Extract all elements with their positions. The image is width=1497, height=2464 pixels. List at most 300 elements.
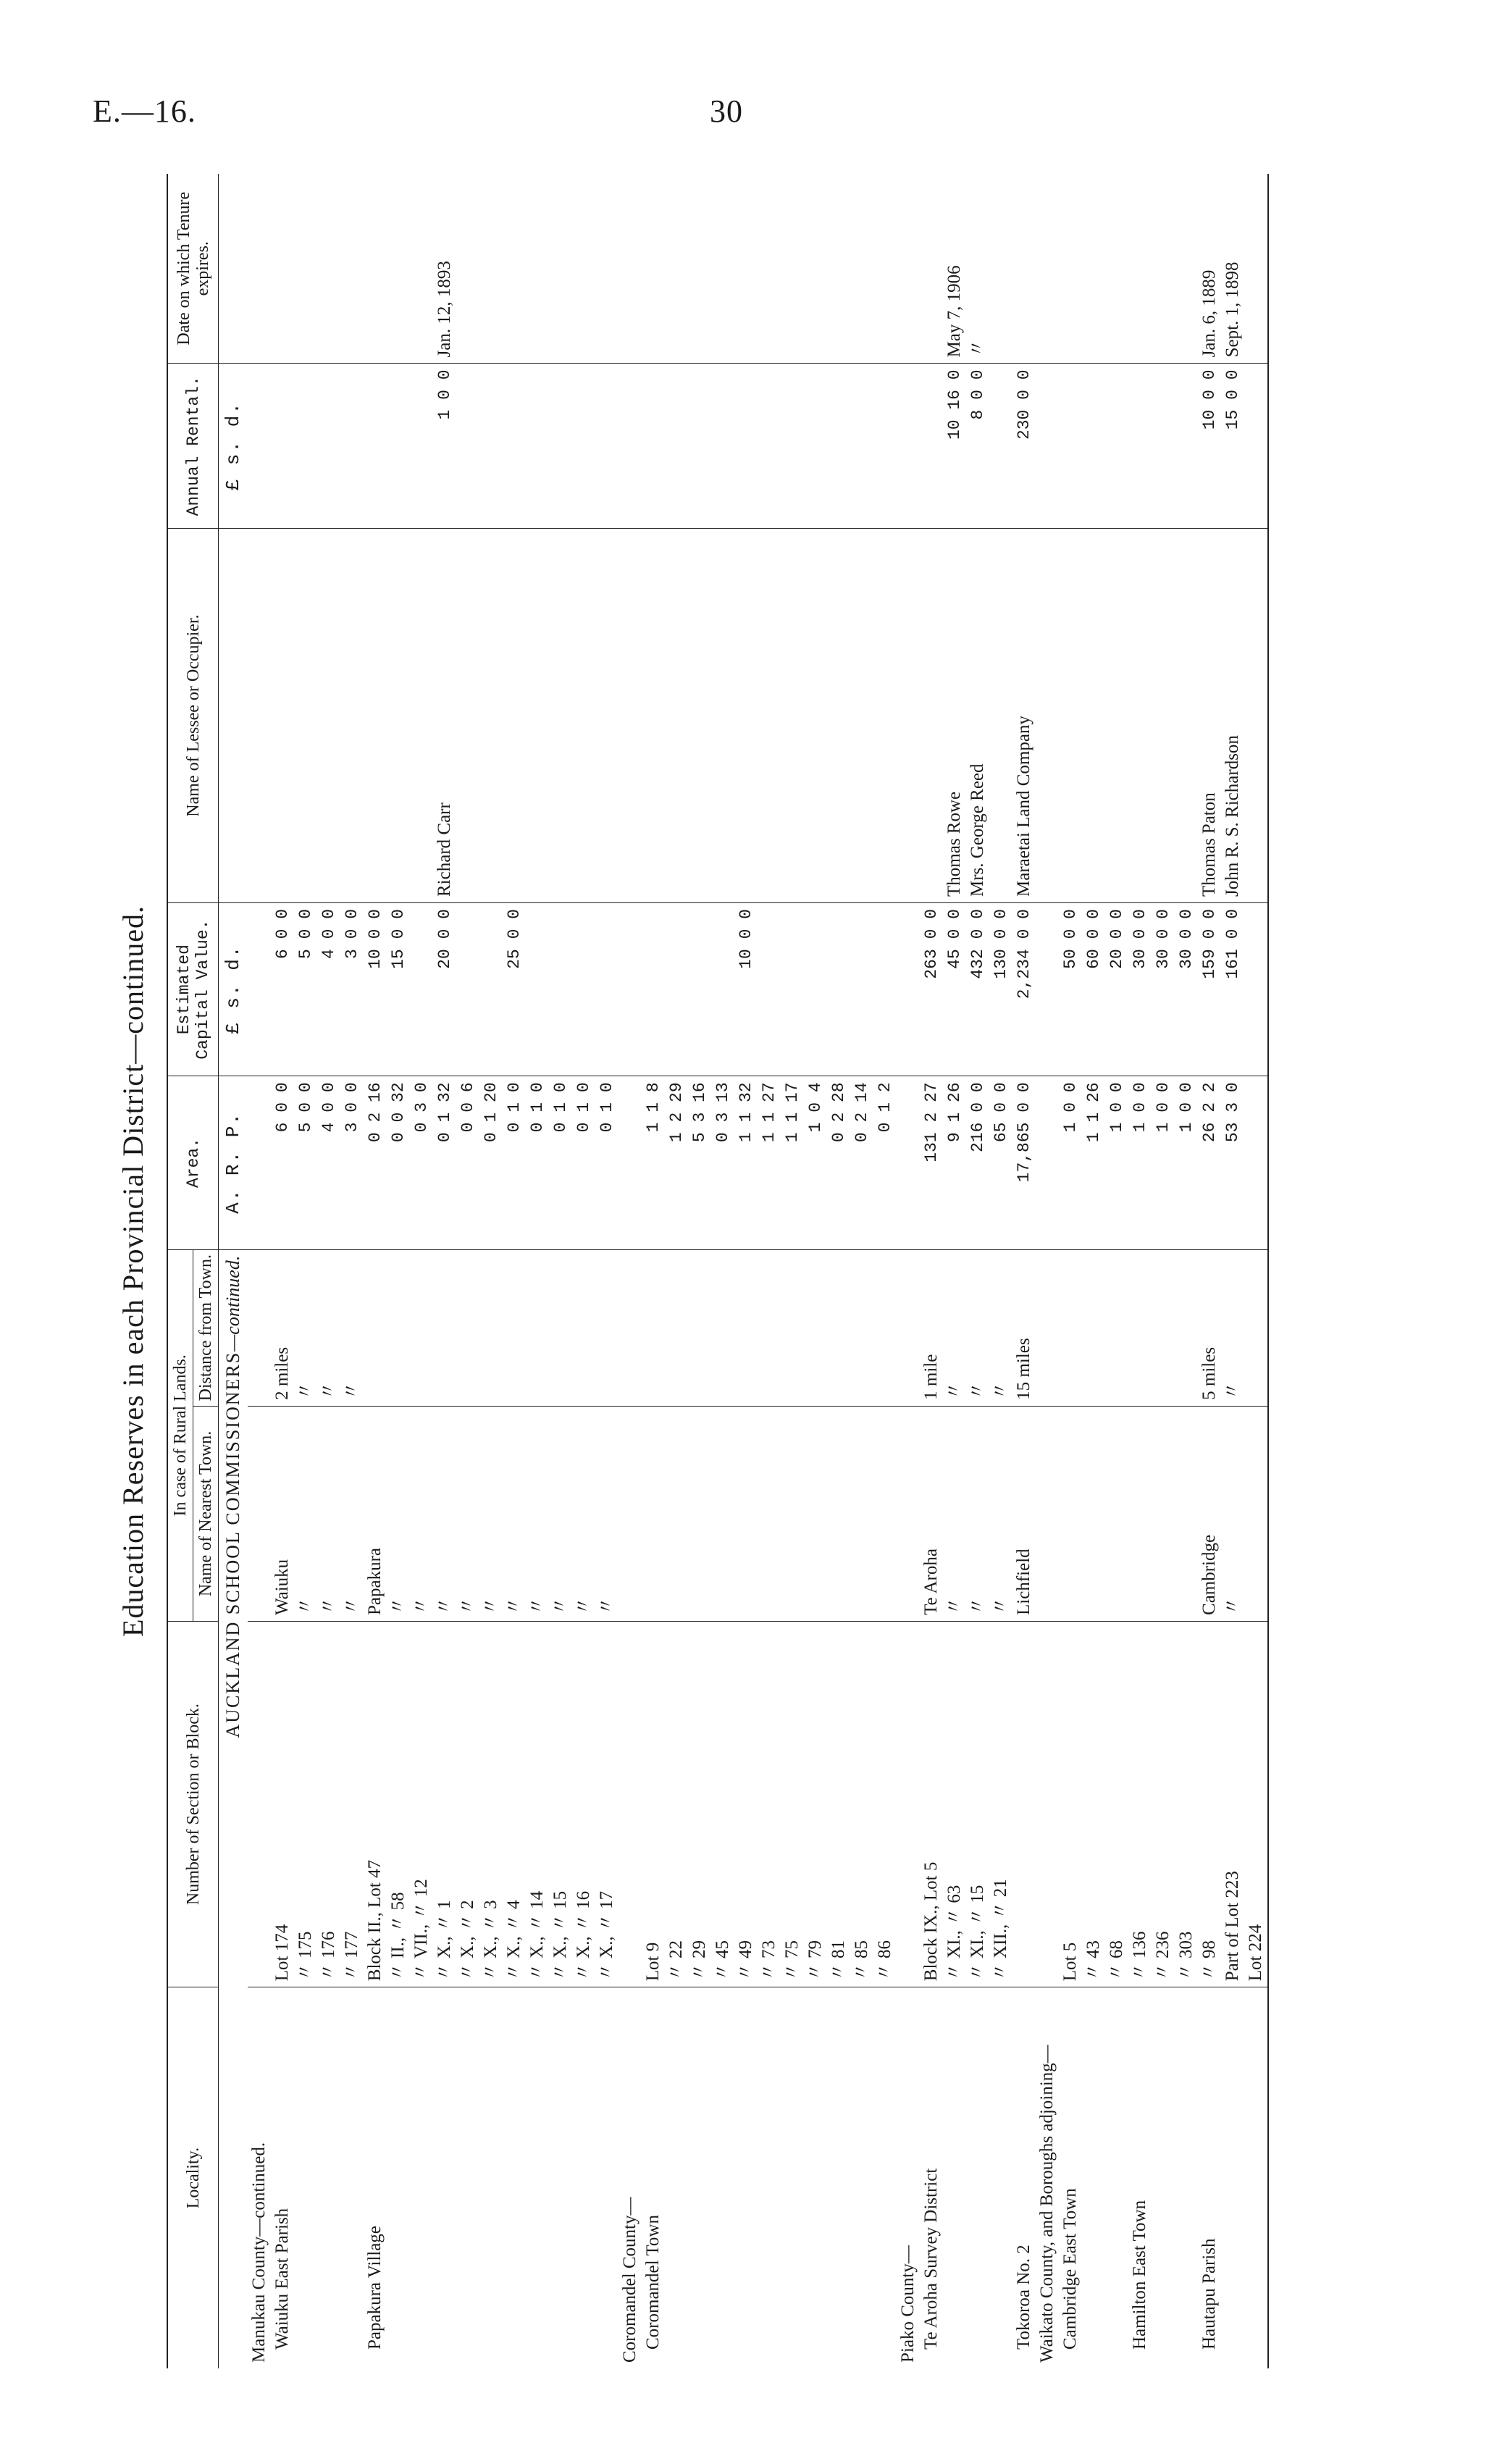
section-cell <box>897 1621 920 1987</box>
tenure-date-cell <box>665 174 688 364</box>
rental-cell <box>804 364 827 529</box>
tenure-date-cell <box>364 174 387 364</box>
rental-cell: 10 0 0 <box>1198 364 1221 529</box>
tenure-date-cell <box>317 174 340 364</box>
rental-cell <box>271 364 294 529</box>
section-band-row <box>219 174 248 2368</box>
capital-value-cell <box>688 903 711 1076</box>
tenure-date-cell <box>1152 174 1175 364</box>
nearest-town-cell: 〃 <box>966 1406 989 1621</box>
table-row <box>1198 174 1221 2368</box>
header-locality: Locality. <box>167 1987 219 2368</box>
nearest-town-cell <box>1059 1406 1082 1621</box>
table-row <box>966 174 989 2368</box>
nearest-town-cell <box>642 1406 665 1621</box>
rental-cell: 10 16 0 <box>943 364 966 529</box>
lessee-cell <box>734 529 758 903</box>
lessee-cell <box>827 529 850 903</box>
nearest-town-cell <box>1105 1406 1128 1621</box>
table-row <box>943 174 966 2368</box>
distance-cell <box>688 1249 711 1406</box>
table-row <box>1012 174 1036 2368</box>
lessee-cell: Thomas Paton <box>1198 529 1221 903</box>
area-cell: 53 3 0 <box>1221 1076 1244 1249</box>
table-row <box>989 174 1012 2368</box>
rental-cell <box>642 364 665 529</box>
tenure-date-cell <box>526 174 549 364</box>
header-section: Number of Section or Block. <box>167 1621 219 1987</box>
area-cell: 1 0 0 <box>1128 1076 1152 1249</box>
tenure-date-cell <box>618 174 642 364</box>
tenure-date-cell <box>897 174 920 364</box>
nearest-town-cell: Waiuku <box>271 1406 294 1621</box>
table-row <box>1175 174 1198 2368</box>
capital-value-cell: 3 0 0 <box>340 903 364 1076</box>
area-cell: 1 0 0 <box>1105 1076 1128 1249</box>
tenure-date-cell <box>850 174 873 364</box>
capital-value-cell: 5 0 0 <box>294 903 317 1076</box>
capital-value-cell <box>781 903 804 1076</box>
distance-cell <box>642 1249 665 1406</box>
locality-cell <box>294 1987 317 2368</box>
locality-cell <box>827 1987 850 2368</box>
rental-cell: 1 0 0 <box>433 364 456 529</box>
capital-value-cell: 45 0 0 <box>943 903 966 1076</box>
nearest-town-cell <box>897 1406 920 1621</box>
area-cell: 0 0 32 <box>387 1076 410 1249</box>
capital-value-cell: 2,234 0 0 <box>1012 903 1036 1076</box>
lessee-cell <box>271 529 294 903</box>
tenure-date-cell <box>1175 174 1198 364</box>
section-cell: 〃 43 <box>1082 1621 1105 1987</box>
section-cell: Lot 9 <box>642 1621 665 1987</box>
rental-cell <box>1105 364 1128 529</box>
locality-cell <box>479 1987 503 2368</box>
area-cell: 0 3 0 <box>410 1076 433 1249</box>
capital-value-cell <box>804 903 827 1076</box>
rental-cell: 230 0 0 <box>1012 364 1036 529</box>
locality-cell <box>1082 1987 1105 2368</box>
capital-value-cell: 130 0 0 <box>989 903 1012 1076</box>
value-units: £ s. d. <box>219 903 248 1076</box>
lessee-cell <box>526 529 549 903</box>
section-cell: 〃 85 <box>850 1621 873 1987</box>
area-cell: 0 1 0 <box>572 1076 595 1249</box>
table-row <box>897 174 920 2368</box>
locality-cell <box>503 1987 526 2368</box>
tenure-date-cell: May 7, 1906 <box>943 174 966 364</box>
lessee-cell <box>572 529 595 903</box>
section-cell: Part of Lot 223 <box>1221 1621 1244 1987</box>
locality-cell <box>734 1987 758 2368</box>
lessee-cell <box>1059 529 1082 903</box>
distance-cell: 〃 <box>989 1249 1012 1406</box>
distance-cell: 15 miles <box>1012 1249 1036 1406</box>
capital-value-cell <box>642 903 665 1076</box>
nearest-town-cell <box>873 1406 897 1621</box>
locality-cell <box>804 1987 827 2368</box>
area-cell <box>897 1076 920 1249</box>
table-row <box>1221 174 1244 2368</box>
header-nearest-town: Name of Nearest Town. <box>193 1406 219 1621</box>
capital-value-cell: 4 0 0 <box>317 903 340 1076</box>
area-cell: 0 1 2 <box>873 1076 897 1249</box>
capital-value-cell: 30 0 0 <box>1175 903 1198 1076</box>
distance-cell <box>1036 1249 1059 1406</box>
table-row <box>711 174 734 2368</box>
distance-cell <box>479 1249 503 1406</box>
nearest-town-cell: 〃 <box>989 1406 1012 1621</box>
tenure-date-cell <box>549 174 572 364</box>
area-cell: 131 2 27 <box>920 1076 943 1249</box>
nearest-town-cell: 〃 <box>595 1406 618 1621</box>
tenure-date-cell <box>1012 174 1036 364</box>
distance-cell <box>503 1249 526 1406</box>
locality-cell <box>572 1987 595 2368</box>
capital-value-cell <box>850 903 873 1076</box>
table-row <box>920 174 943 2368</box>
capital-value-cell: 10 0 0 <box>734 903 758 1076</box>
page-code: E.—16. <box>93 93 196 129</box>
distance-cell <box>248 1249 271 1406</box>
distance-cell <box>595 1249 618 1406</box>
capital-value-cell <box>248 903 271 1076</box>
area-cell: 1 1 8 <box>642 1076 665 1249</box>
rental-cell <box>456 364 479 529</box>
table-row <box>595 174 618 2368</box>
capital-value-cell <box>456 903 479 1076</box>
nearest-town-cell: Te Aroha <box>920 1406 943 1621</box>
section-cell: 〃 81 <box>827 1621 850 1987</box>
section-cell: 〃 68 <box>1105 1621 1128 1987</box>
table-body <box>219 174 1269 2368</box>
nearest-town-cell <box>248 1406 271 1621</box>
table-row <box>340 174 364 2368</box>
locality-cell <box>850 1987 873 2368</box>
tenure-date-cell <box>479 174 503 364</box>
rental-cell <box>1175 364 1198 529</box>
capital-value-cell <box>1036 903 1059 1076</box>
lessee-cell <box>549 529 572 903</box>
distance-cell <box>410 1249 433 1406</box>
section-cell: 〃 49 <box>734 1621 758 1987</box>
distance-cell: 〃 <box>294 1249 317 1406</box>
tenure-date-cell: 〃 <box>966 174 989 364</box>
section-cell: Block II., Lot 47 <box>364 1621 387 1987</box>
lessee-cell <box>688 529 711 903</box>
area-cell: 6 0 0 <box>271 1076 294 1249</box>
section-cell: 〃 136 <box>1128 1621 1152 1987</box>
nearest-town-cell: 〃 <box>456 1406 479 1621</box>
band-suffix: —continued. <box>222 1255 243 1352</box>
section-cell: Lot 174 <box>271 1621 294 1987</box>
nearest-town-cell: Lichfield <box>1012 1406 1036 1621</box>
table-row <box>503 174 526 2368</box>
lessee-cell <box>873 529 897 903</box>
rental-units: £ s. d. <box>219 364 248 529</box>
table-row <box>1244 174 1268 2368</box>
table-row <box>734 174 758 2368</box>
nearest-town-cell <box>1036 1406 1059 1621</box>
area-cell: 1 0 0 <box>1152 1076 1175 1249</box>
distance-cell <box>618 1249 642 1406</box>
lessee-cell <box>340 529 364 903</box>
area-cell: 4 0 0 <box>317 1076 340 1249</box>
locality-cell: Papakura Village <box>365 2226 385 2350</box>
nearest-town-cell <box>1152 1406 1175 1621</box>
header-rental: Annual Rental. <box>167 364 219 529</box>
area-cell: 0 2 16 <box>364 1076 387 1249</box>
page-number: 30 <box>710 93 743 129</box>
rental-cell <box>479 364 503 529</box>
tenure-date-cell <box>1059 174 1082 364</box>
tenure-date-cell <box>503 174 526 364</box>
tenure-date-cell <box>410 174 433 364</box>
rental-cell <box>618 364 642 529</box>
nearest-town-cell <box>1128 1406 1152 1621</box>
distance-cell <box>804 1249 827 1406</box>
table-row <box>850 174 873 2368</box>
nearest-town-cell <box>734 1406 758 1621</box>
section-cell: 〃 XII., 〃 21 <box>989 1621 1012 1987</box>
nearest-town-cell: 〃 <box>526 1406 549 1621</box>
section-cell: 〃 II., 〃 58 <box>387 1621 410 1987</box>
lessee-cell <box>1244 529 1268 903</box>
locality-cell <box>317 1987 340 2368</box>
section-cell: 〃 45 <box>711 1621 734 1987</box>
table-row <box>271 174 294 2368</box>
distance-cell: 2 miles <box>271 1249 294 1406</box>
rental-cell <box>294 364 317 529</box>
lessee-cell <box>456 529 479 903</box>
capital-value-cell <box>711 903 734 1076</box>
rental-cell <box>1059 364 1082 529</box>
rental-cell <box>526 364 549 529</box>
locality-cell <box>1152 1987 1175 2368</box>
locality-cell <box>665 1987 688 2368</box>
lessee-cell <box>804 529 827 903</box>
rental-cell: 8 0 0 <box>966 364 989 529</box>
lessee-cell <box>618 529 642 903</box>
rental-cell <box>781 364 804 529</box>
locality-cell <box>711 1987 734 2368</box>
table-row <box>572 174 595 2368</box>
band-name: AUCKLAND SCHOOL COMMISSIONERS <box>222 1351 243 1738</box>
distance-cell <box>1128 1249 1152 1406</box>
table-row <box>317 174 340 2368</box>
capital-value-cell: 15 0 0 <box>387 903 410 1076</box>
area-cell: 0 0 6 <box>456 1076 479 1249</box>
tenure-date-cell <box>456 174 479 364</box>
lessee-cell <box>503 529 526 903</box>
tenure-date-cell <box>1082 174 1105 364</box>
locality-cell <box>340 1987 364 2368</box>
table-row <box>642 174 665 2368</box>
locality-cell: Coromandel County— <box>620 2197 640 2363</box>
table-row <box>688 174 711 2368</box>
lessee-cell: Richard Carr <box>433 529 456 903</box>
section-cell: 〃 X., 〃 4 <box>503 1621 526 1987</box>
lessee-cell <box>1036 529 1059 903</box>
tenure-date-cell <box>1105 174 1128 364</box>
nearest-town-cell <box>688 1406 711 1621</box>
nearest-town-cell <box>850 1406 873 1621</box>
section-cell: 〃 X., 〃 2 <box>456 1621 479 1987</box>
locality-cell <box>410 1987 433 2368</box>
area-cell <box>1244 1076 1268 1249</box>
locality-cell <box>1244 1987 1268 2368</box>
capital-value-cell: 60 0 0 <box>1082 903 1105 1076</box>
locality-cell <box>595 1987 618 2368</box>
nearest-town-cell <box>711 1406 734 1621</box>
nearest-town-cell: 〃 <box>503 1406 526 1621</box>
locality-cell <box>526 1987 549 2368</box>
lessee-cell <box>595 529 618 903</box>
tenure-date-cell <box>1244 174 1268 364</box>
distance-cell <box>456 1249 479 1406</box>
section-cell: Lot 5 <box>1059 1621 1082 1987</box>
locality-cell <box>387 1987 410 2368</box>
rental-cell <box>1152 364 1175 529</box>
section-cell: 〃 XI., 〃 15 <box>966 1621 989 1987</box>
section-cell: 〃 86 <box>873 1621 897 1987</box>
nearest-town-cell: Papakura <box>364 1406 387 1621</box>
lessee-cell <box>665 529 688 903</box>
capital-value-cell <box>1244 903 1268 1076</box>
area-cell: 0 1 20 <box>479 1076 503 1249</box>
table-row <box>294 174 317 2368</box>
table-row <box>387 174 410 2368</box>
lessee-cell <box>1175 529 1198 903</box>
locality-cell: Waikato County, and Boroughs adjoining— <box>1037 2045 1057 2363</box>
table-row <box>1082 174 1105 2368</box>
section-cell: 〃 X., 〃 1 <box>433 1621 456 1987</box>
area-cell: 1 0 4 <box>804 1076 827 1249</box>
rental-cell <box>248 364 271 529</box>
rental-cell <box>572 364 595 529</box>
lessee-cell <box>920 529 943 903</box>
tenure-date-cell <box>920 174 943 364</box>
distance-cell <box>387 1249 410 1406</box>
rental-cell <box>665 364 688 529</box>
lessee-cell <box>479 529 503 903</box>
nearest-town-cell <box>1244 1406 1268 1621</box>
capital-value-cell: 6 0 0 <box>271 903 294 1076</box>
distance-cell <box>897 1249 920 1406</box>
locality-cell: Waiuku East Parish <box>272 2208 292 2350</box>
locality-cell: Piako County— <box>898 2245 918 2363</box>
nearest-town-cell: 〃 <box>410 1406 433 1621</box>
section-cell: 〃 X., 〃 15 <box>549 1621 572 1987</box>
tenure-date-cell <box>271 174 294 364</box>
capital-value-cell: 263 0 0 <box>920 903 943 1076</box>
rental-cell <box>410 364 433 529</box>
table-row <box>665 174 688 2368</box>
section-cell: 〃 79 <box>804 1621 827 1987</box>
area-cell: 9 1 26 <box>943 1076 966 1249</box>
area-cell: 26 2 2 <box>1198 1076 1221 1249</box>
locality-cell <box>781 1987 804 2368</box>
tenure-date-cell: Sept. 1, 1898 <box>1221 174 1244 364</box>
capital-value-cell <box>549 903 572 1076</box>
nearest-town-cell: 〃 <box>340 1406 364 1621</box>
area-cell: 0 2 14 <box>850 1076 873 1249</box>
capital-value-cell <box>572 903 595 1076</box>
lessee-cell <box>1152 529 1175 903</box>
nearest-town-cell: Cambridge <box>1198 1406 1221 1621</box>
tenure-date-cell <box>294 174 317 364</box>
locality-cell: Hamilton East Town <box>1130 2200 1149 2350</box>
rental-cell <box>758 364 781 529</box>
lessee-cell <box>1128 529 1152 903</box>
section-cell: 〃 29 <box>688 1621 711 1987</box>
capital-value-cell: 432 0 0 <box>966 903 989 1076</box>
nearest-town-cell <box>827 1406 850 1621</box>
distance-cell <box>1152 1249 1175 1406</box>
area-cell: 1 1 17 <box>781 1076 804 1249</box>
rental-cell <box>503 364 526 529</box>
capital-value-cell: 20 0 0 <box>433 903 456 1076</box>
header-capital-value: Estimated Capital Value. <box>167 903 219 1076</box>
lessee-cell: John R. S. Richardson <box>1221 529 1244 903</box>
locality-cell <box>1105 1987 1128 2368</box>
nearest-town-cell: 〃 <box>387 1406 410 1621</box>
distance-cell <box>433 1249 456 1406</box>
tenure-date-cell <box>1036 174 1059 364</box>
rental-cell <box>340 364 364 529</box>
nearest-town-cell <box>618 1406 642 1621</box>
area-cell: 1 1 32 <box>734 1076 758 1249</box>
header-area: Area. <box>167 1076 219 1249</box>
capital-value-cell: 159 0 0 <box>1198 903 1221 1076</box>
table-row <box>1036 174 1059 2368</box>
capital-value-cell <box>873 903 897 1076</box>
lessee-cell <box>642 529 665 903</box>
rental-cell <box>1128 364 1152 529</box>
capital-value-cell <box>595 903 618 1076</box>
locality-cell: Tokoroa No. 2 <box>1014 2245 1033 2350</box>
locality-cell: Te Aroha Survey District <box>921 2168 941 2350</box>
lessee-cell: Mrs. George Reed <box>966 529 989 903</box>
rental-cell <box>989 364 1012 529</box>
lessee-cell: Thomas Rowe <box>943 529 966 903</box>
nearest-town-cell: 〃 <box>294 1406 317 1621</box>
capital-value-cell <box>827 903 850 1076</box>
section-cell: 〃 VII., 〃 12 <box>410 1621 433 1987</box>
capital-value-cell <box>758 903 781 1076</box>
table-row <box>549 174 572 2368</box>
header-lessee: Name of Lessee or Occupier. <box>167 529 219 903</box>
lessee-cell <box>850 529 873 903</box>
distance-cell <box>1082 1249 1105 1406</box>
area-cell: 216 0 0 <box>966 1076 989 1249</box>
locality-cell <box>943 1987 966 2368</box>
locality-cell <box>966 1987 989 2368</box>
section-cell: 〃 X., 〃 3 <box>479 1621 503 1987</box>
tenure-date-cell <box>340 174 364 364</box>
nearest-town-cell: 〃 <box>549 1406 572 1621</box>
section-cell: 〃 75 <box>781 1621 804 1987</box>
rental-cell <box>688 364 711 529</box>
locality-cell: Hautapu Parish <box>1199 2238 1219 2350</box>
rental-cell <box>711 364 734 529</box>
area-units: A. R. P. <box>219 1076 248 1249</box>
tenure-date-cell <box>989 174 1012 364</box>
rental-cell <box>1244 364 1268 529</box>
distance-cell <box>549 1249 572 1406</box>
table-row <box>456 174 479 2368</box>
lessee-cell <box>758 529 781 903</box>
